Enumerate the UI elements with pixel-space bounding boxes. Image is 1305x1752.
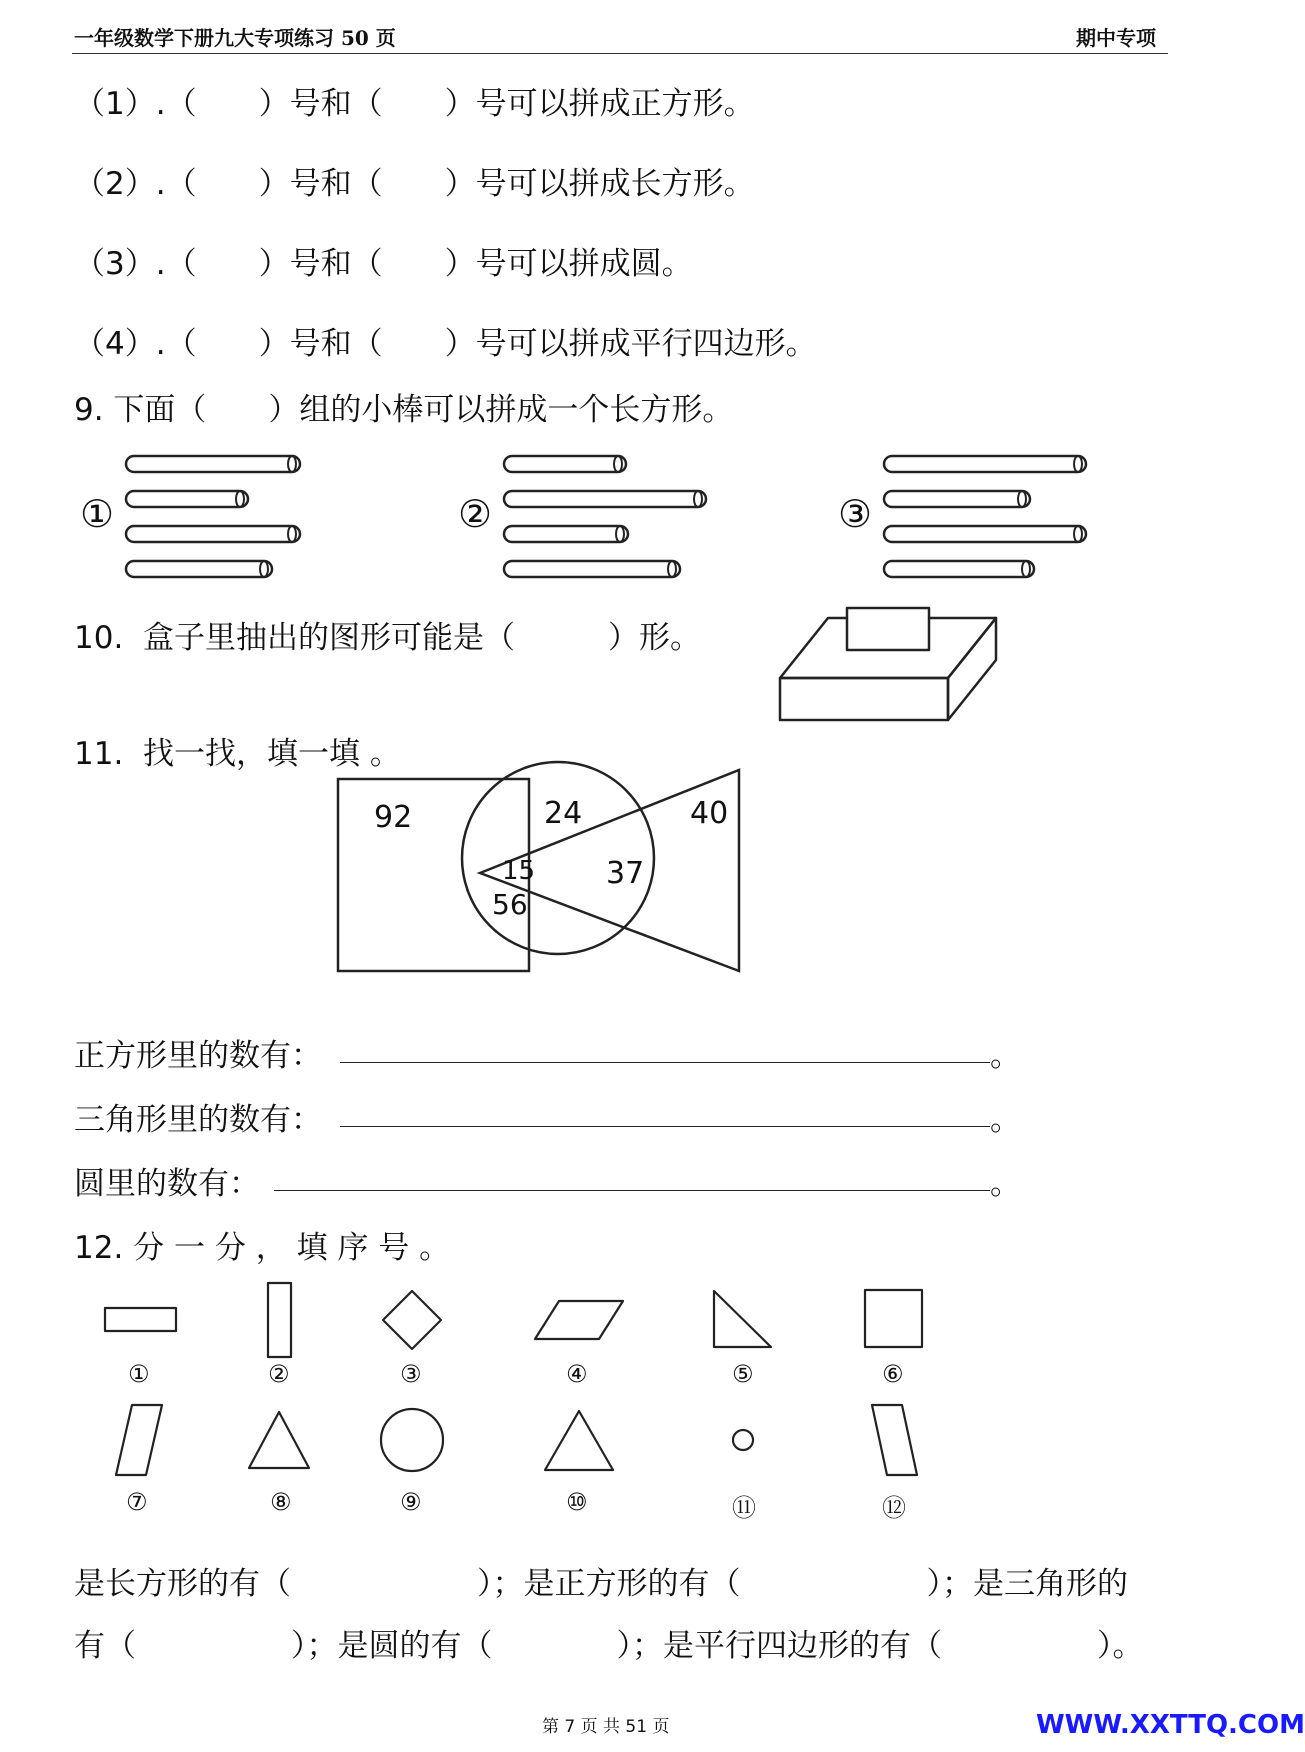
shape-label-8: ⑧	[270, 1488, 292, 1516]
shape-7-parallelogram	[116, 1405, 162, 1475]
shape-label-6: ⑥	[882, 1360, 904, 1388]
period: 。	[990, 1038, 1021, 1074]
shape-6-square	[865, 1290, 922, 1347]
q12-question: 12. 分 一 分 ， 填 序 号 。	[74, 1230, 451, 1266]
header-title: 一年级数学下册九大专项练习 50 页	[74, 26, 396, 50]
triangle-numbers-label: 三角形里的数有：	[74, 1102, 322, 1138]
shape-3-square	[383, 1291, 441, 1349]
shape-11-circle	[733, 1430, 753, 1450]
num-37: 37	[606, 856, 645, 891]
shape-label-3: ③	[400, 1360, 422, 1388]
q9-option-1: ①	[80, 492, 115, 536]
q10-question: 10. 盒子里抽出的图形可能是（ ）形。	[74, 620, 702, 656]
shape-10-triangle	[545, 1411, 613, 1470]
q9-question: 9. 下面（ ）组的小棒可以拼成一个长方形。	[74, 392, 734, 428]
shape-label-1: ①	[128, 1360, 150, 1388]
shape-label-9: ⑨	[400, 1488, 422, 1516]
shape-label-2: ②	[268, 1360, 290, 1388]
shape-label-4: ④	[566, 1360, 588, 1388]
q9-option-3: ③	[838, 492, 873, 536]
shape-12-parallelogram	[872, 1405, 917, 1475]
shape-5-triangle	[714, 1291, 771, 1347]
q9-option-2: ②	[458, 492, 493, 536]
shape-label-5: ⑤	[732, 1360, 754, 1388]
shape-1-rectangle	[105, 1308, 176, 1331]
q12-answer-line-1: 是长方形的有（ ）；是正方形的有（ ）；是三角形的	[74, 1566, 1128, 1602]
q8-part-1: （1）.（ ）号和（ ）号可以拼成正方形。	[74, 86, 755, 122]
q12-answer-line-2: 有（ ）；是圆的有（ ）；是平行四边形的有（ ）。	[74, 1628, 1144, 1664]
q8-part-4: （4）.（ ）号和（ ）号可以拼成平行四边形。	[74, 326, 817, 362]
page-number: 第 7 页 共 51 页	[542, 1717, 670, 1737]
square-numbers-label: 正方形里的数有：	[74, 1038, 322, 1074]
num-56: 56	[492, 888, 528, 921]
shape-label-11: ⑪	[732, 1494, 756, 1522]
watermark: WWW.XXTTQ.COM	[1036, 1710, 1305, 1740]
num-24: 24	[544, 796, 583, 831]
shape-4-parallelogram	[535, 1301, 623, 1339]
q8-part-2: （2）.（ ）号和（ ）号可以拼成长方形。	[74, 166, 755, 202]
q8-part-3: （3）.（ ）号和（ ）号可以拼成圆。	[74, 246, 693, 282]
num-40: 40	[690, 796, 729, 831]
num-92: 92	[374, 800, 413, 835]
shape-label-12: ⑫	[882, 1494, 906, 1522]
period: 。	[990, 1166, 1021, 1202]
shape-label-7: ⑦	[126, 1488, 148, 1516]
circle-numbers-label: 圆里的数有：	[74, 1166, 260, 1202]
q11-question: 11. 找一找，填一填 。	[74, 736, 401, 772]
shape-9-circle	[381, 1409, 443, 1471]
header-section: 期中专项	[1076, 26, 1156, 50]
shape-8-triangle	[249, 1412, 309, 1468]
num-15: 15	[502, 856, 536, 886]
shape-2-rectangle	[268, 1283, 291, 1357]
period: 。	[990, 1102, 1021, 1138]
shape-label-10: ⑩	[566, 1488, 588, 1516]
